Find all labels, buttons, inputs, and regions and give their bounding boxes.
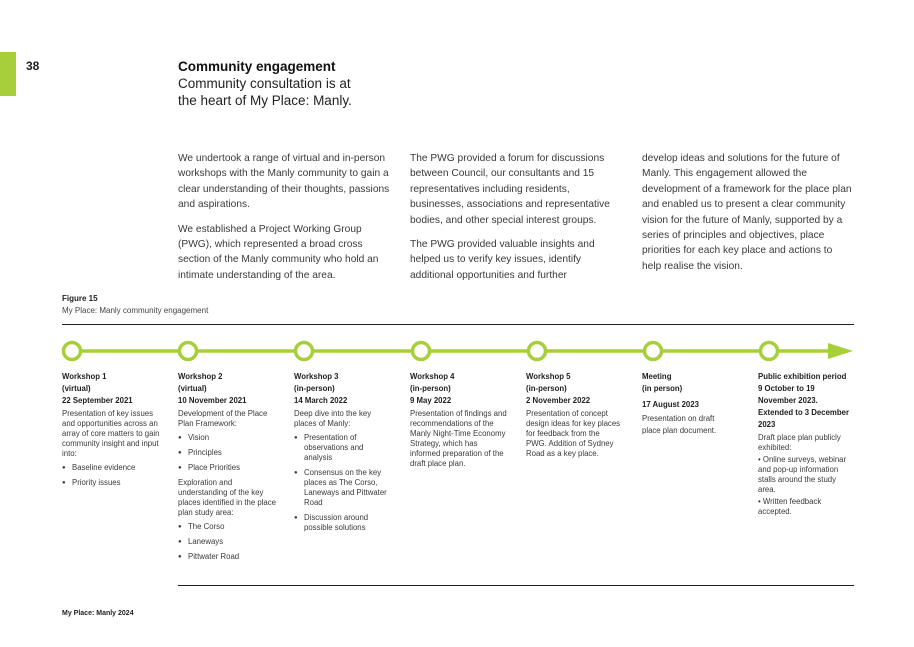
body-column-1 <box>178 151 393 292</box>
body-paragraph: The PWG provided valuable insights and helped us to verify key issues, identify additional opportunities and further <box>410 239 595 281</box>
entry-description: Presentation on draft place plan document. <box>642 414 717 435</box>
entry-title: Public exhibition period <box>758 372 847 381</box>
entry-bullets <box>294 433 388 533</box>
body-paragraph: The PWG provided a forum for discussions between Council, our consultants and 15 representatives including residents, businesses, associations and representative bodies, and other special interest groups. <box>410 153 610 226</box>
entry-mode: 9 October to 19 November 2023. <box>758 384 818 405</box>
timeline-node-5 <box>529 343 546 360</box>
entry-title: Workshop 1 <box>62 372 107 381</box>
entry-description-2: • Online surveys, webinar and pop-up information stalls around the study area. <box>758 455 847 494</box>
figure-label: Figure 15 <box>62 294 98 303</box>
list-item: ● Laneways <box>178 537 276 547</box>
list-item: ● Place Priorities <box>178 463 276 473</box>
entry-bullets-2 <box>178 522 276 562</box>
timeline-node-7 <box>761 343 778 360</box>
list-item: ● Priority issues <box>62 478 160 488</box>
list-item: ● Pittwater Road <box>178 552 276 562</box>
section-heading: Community engagement <box>178 59 336 74</box>
footer-title: My Place: Manly 2024 <box>62 610 134 617</box>
subheading-line-1: Community consultation is at <box>178 76 351 91</box>
entry-date: 14 March 2022 <box>294 396 348 405</box>
heading-block <box>178 58 398 109</box>
entry-bullets <box>62 463 160 488</box>
timeline-entry-workshop-3 <box>294 371 388 538</box>
timeline-entry-workshop-4 <box>410 371 508 469</box>
entry-mode: (virtual) <box>62 384 91 393</box>
entry-title: Workshop 5 <box>526 372 571 381</box>
timeline-node-6 <box>645 343 662 360</box>
entry-description-3: • Written feedback accepted. <box>758 497 822 516</box>
figure-caption: My Place: Manly community engagement <box>62 306 209 315</box>
list-item: ● Principles <box>178 448 276 458</box>
entry-mode: (virtual) <box>178 384 207 393</box>
body-paragraph: develop ideas and solutions for the future of Manly. This engagement allowed the development of a framework for the place plan and enabled us to present a clear community vision for the future of Manly, supported by a series of principles and objectives, place priorities for each key place and actions to help realise the vision. <box>642 153 852 272</box>
entry-mode: (in-person) <box>526 384 567 393</box>
entry-date: 17 August 2023 <box>642 400 699 409</box>
top-divider <box>62 324 854 325</box>
entry-title: Workshop 2 <box>178 372 223 381</box>
timeline-node-4 <box>413 343 430 360</box>
entry-description: Presentation of key issues and opportunities across an array of core matters to gain community insight and input into: <box>62 409 160 458</box>
entry-description: Draft place plan publicly exhibited: <box>758 433 841 452</box>
timeline-entry-public-exhibition <box>758 371 850 517</box>
entry-description: Development of the Place Plan Framework: <box>178 409 268 428</box>
entry-date: 2 November 2022 <box>526 396 591 405</box>
entry-title: Workshop 3 <box>294 372 339 381</box>
entry-description: Deep dive into the key places of Manly: <box>294 409 372 428</box>
body-column-2 <box>410 151 625 292</box>
timeline-node-2 <box>180 343 197 360</box>
entry-description: Presentation of concept design ideas for key places for feedback from the PWG. Addition of Sydney Road as a key place. <box>526 409 621 458</box>
timeline-entry-meeting <box>642 371 732 437</box>
page-number: 38 <box>26 59 40 73</box>
entry-description-2: Exploration and understanding of the key places identified in the place plan study area: <box>178 478 276 517</box>
list-item: ● Presentation of observations and analysis <box>294 433 388 463</box>
list-item: ● Discussion around possible solutions <box>294 513 388 533</box>
timeline-arrow-icon <box>828 343 853 359</box>
entry-bullets <box>178 433 276 473</box>
timeline-entry-workshop-1 <box>62 371 160 493</box>
timeline-node-1 <box>64 343 81 360</box>
list-item: ● Baseline evidence <box>62 463 160 473</box>
timeline-entry-workshop-2 <box>178 371 276 567</box>
entry-mode: (in-person) <box>410 384 451 393</box>
timeline-entry-workshop-5 <box>526 371 622 459</box>
list-item: ● Vision <box>178 433 276 443</box>
timeline <box>55 338 860 366</box>
list-item: ● The Corso <box>178 522 276 532</box>
page-accent-tab <box>0 52 16 96</box>
body-column-3 <box>642 151 854 283</box>
entry-mode: (in-person) <box>294 384 335 393</box>
entry-date: 22 September 2021 <box>62 396 133 405</box>
body-paragraph: We established a Project Working Group (PWG), which represented a broad cross section of the Manly community who hold an intimate understanding of the area. <box>178 223 379 281</box>
entry-date: 10 November 2021 <box>178 396 247 405</box>
bottom-divider <box>178 585 854 586</box>
entry-date: 9 May 2022 <box>410 396 452 405</box>
entry-title: Meeting <box>642 372 672 381</box>
entry-title: Workshop 4 <box>410 372 455 381</box>
subheading-line-2: the heart of My Place: Manly. <box>178 93 352 108</box>
entry-description: Presentation of findings and recommendations of the Manly Night-Time Economy Strategy, which has informed preparation of the draft place plan. <box>410 409 507 468</box>
entry-mode: (in person) <box>642 384 683 393</box>
list-item: ● Consensus on the key places as The Corso, Laneways and Pittwater Road <box>294 468 388 508</box>
entry-date: Extended to 3 December 2023 <box>758 408 849 429</box>
timeline-node-3 <box>296 343 313 360</box>
body-paragraph: We undertook a range of virtual and in-person workshops with the Manly community to gain a clear understanding of their thoughts, passions and aspirations. <box>178 153 390 211</box>
